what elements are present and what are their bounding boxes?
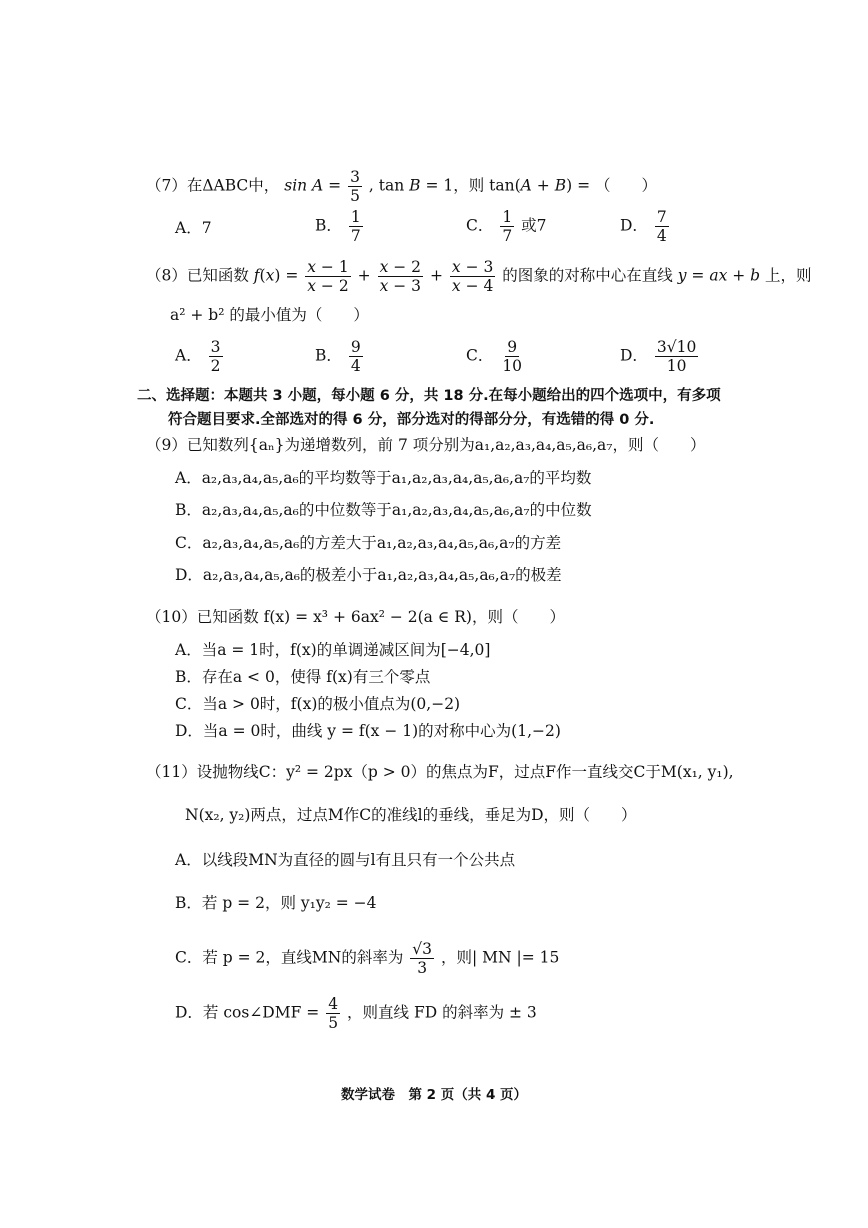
q10-option-d: D．当a = 0时，曲线 y = f(x − 1)的对称中心为(1,−2) <box>175 722 561 740</box>
q9-option-d: D．a₂,a₃,a₄,a₅,a₆的极差小于a₁,a₂,a₃,a₄,a₅,a₆,a₇的极差 <box>175 566 562 584</box>
q11-stem-line2: N(x₂, y₂)两点，过点M作C的准线l的垂线，垂足为D，则（ ） <box>185 806 637 824</box>
q9-option-c: C．a₂,a₃,a₄,a₅,a₆的方差大于a₁,a₂,a₃,a₄,a₅,a₆,a₇的方差 <box>175 534 562 552</box>
q11-option-b: B．若 p = 2，则 y₁y₂ = −4 <box>175 894 377 912</box>
q10-stem: （10）已知函数 f(x) = x³ + 6ax² − 2(a ∈ R)，则（ ） <box>146 608 565 626</box>
q9-stem: （9）已知数列{aₙ}为递增数列，前 7 项分别为a₁,a₂,a₃,a₄,a₅,a₆,a₇，则（ ） <box>146 436 706 454</box>
q11-stem-line1: （11）设抛物线C：y² = 2px（p > 0）的焦点为F，过点F作一直线交C于M(x₁, y₁), <box>146 763 734 781</box>
q11-option-a: A．以线段MN为直径的圆与l有且只有一个公共点 <box>175 851 516 869</box>
q9-option-b: B．a₂,a₃,a₄,a₅,a₆的中位数等于a₁,a₂,a₃,a₄,a₅,a₆,a₇的中位数 <box>175 501 592 519</box>
q8-option-c: C． $\frac{9}{10}$ <box>466 338 523 375</box>
q8-option-a: A． $\frac{3}{2}$ <box>175 338 221 375</box>
q7-stem: （7）在ΔABC中， sin A = $\frac{3}{5}$ , tan B = 1，则 tan(A + B) = （ ） <box>146 168 657 205</box>
q10-option-c: C．当a > 0时，f(x)的极小值点为(0,−2) <box>175 695 461 713</box>
q11-option-d: D．若 cos∠DMF = $\frac{4}{5}$ ，则直线 FD 的斜率为 ± 3 <box>175 995 537 1032</box>
q8-stem: （8）已知函数 f(x) = $\frac{x - 1}{x - 2}$ + $\frac{x - 2}{x - 3}$ + $\frac{x - 3}{x - 4}$ 的图象的对称中心在直线 y = ax + b 上，则 <box>146 258 812 295</box>
q8-stem-line2: a² + b² 的最小值为（ ） <box>170 306 369 324</box>
page-footer: 数学试卷 第 2 页（共 4 页） <box>340 1087 528 1103</box>
q7-option-a: A．7 <box>175 219 212 237</box>
q8-option-d: D． $\frac{3√10}{10}$ <box>620 338 697 375</box>
q10-option-a: A．当a = 1时，f(x)的单调递减区间为[−4,0] <box>175 641 491 659</box>
q7-sinA-fraction: $\frac{3}{5}$ <box>350 168 360 205</box>
section-2-instructions: 符合题目要求.全部选对的得 6 分，部分选对的得部分分，有选错的得 0 分. <box>168 412 655 428</box>
q10-option-b: B．存在a < 0，使得 f(x)有三个零点 <box>175 668 431 686</box>
section-2-heading: 二、选择题：本题共 3 小题，每小题 6 分，共 18 分.在每小题给出的四个选项中，有多项 <box>137 388 721 404</box>
q11-option-c: C．若 p = 2，直线MN的斜率为 $\frac{√3}{3}$ ，则| MN |= 15 <box>175 940 560 977</box>
q8-option-b: B． $\frac{9}{4}$ <box>315 338 361 375</box>
q7-option-b: B． $\frac{1}{7}$ <box>315 208 361 245</box>
q9-option-a: A．a₂,a₃,a₄,a₅,a₆的平均数等于a₁,a₂,a₃,a₄,a₅,a₆,a₇的平均数 <box>175 469 592 487</box>
q7-option-d: D． $\frac{7}{4}$ <box>620 208 667 245</box>
q7-option-c: C． $\frac{1}{7}$ 或7 <box>466 208 547 245</box>
